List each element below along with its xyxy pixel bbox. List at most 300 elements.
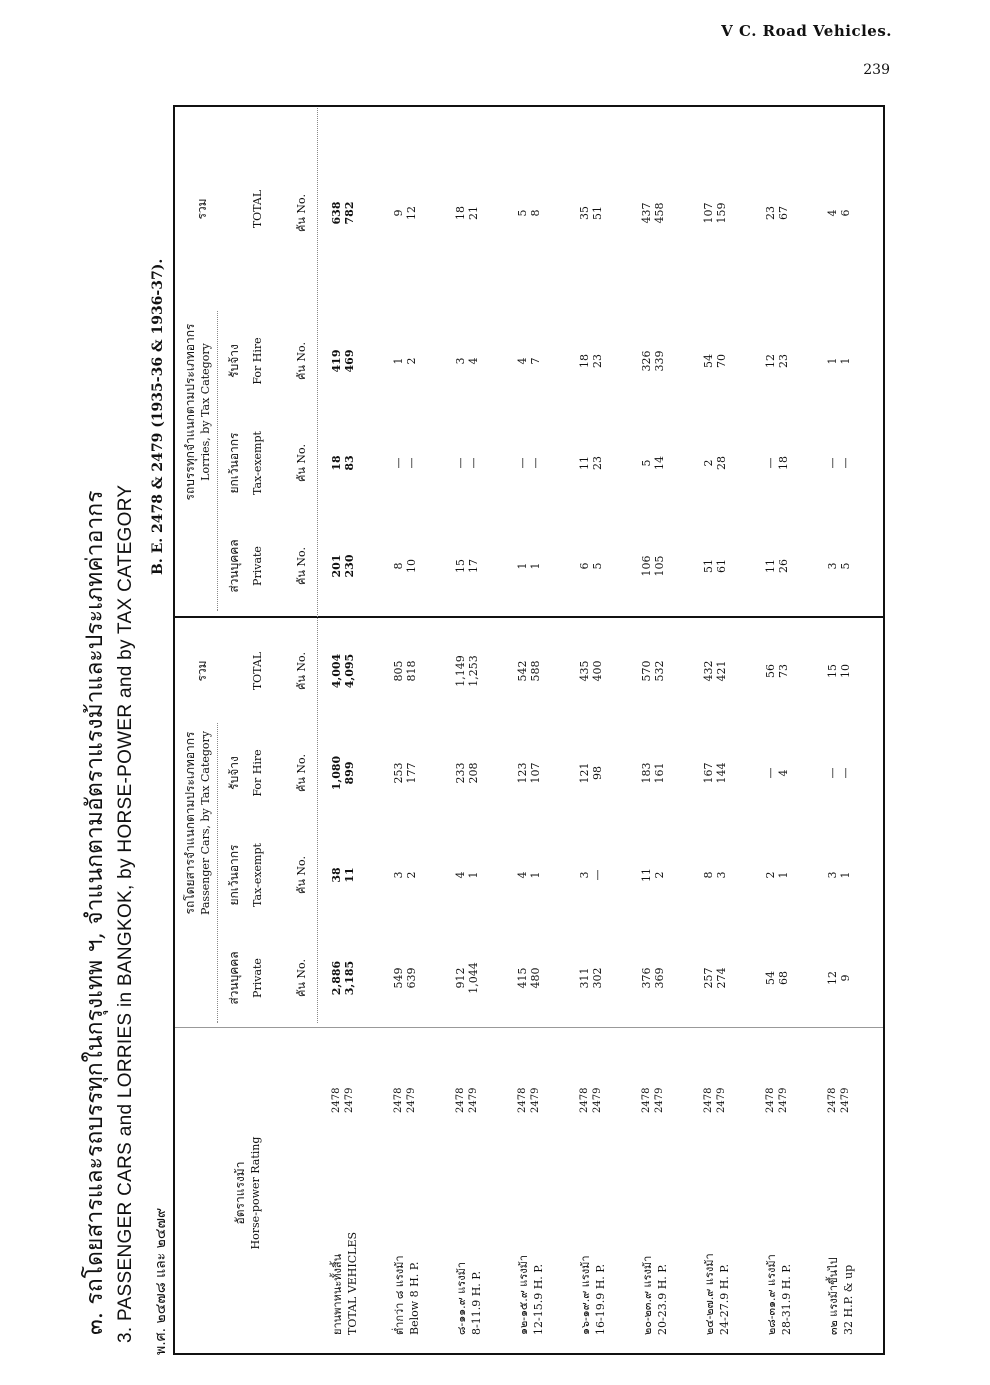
value-2478: 11 [578, 456, 591, 470]
value-2479: 899 [343, 761, 356, 785]
lo-value-cell [454, 536, 480, 596]
row-years [578, 1088, 604, 1113]
value-2478: 5 [640, 459, 653, 467]
value-2478: 167 [702, 762, 715, 784]
pc-value-cell [702, 845, 728, 905]
value-2478: 4 [516, 357, 529, 365]
lo-private-thai: ส่วนบุคคล [227, 539, 241, 593]
lo-hire-header [227, 311, 265, 411]
lo-private-english: Private [251, 546, 264, 586]
lo-value-cell [826, 183, 852, 243]
value-2478: 18 [330, 455, 343, 471]
pc-value-cell [392, 641, 418, 701]
pc-value-cell [826, 948, 852, 1008]
year-label: 2479 [530, 1087, 541, 1113]
value-2479: 4 [467, 357, 480, 365]
lo-hire-english: For Hire [251, 337, 264, 385]
lo-value-cell [330, 331, 356, 391]
pc-value-cell [454, 948, 480, 1008]
lo-value-cell [764, 183, 790, 243]
pc-private-english: Private [251, 958, 264, 998]
value-2478: 11 [640, 868, 653, 882]
lo-value-cell [702, 183, 728, 243]
year-label: 2478 [579, 1087, 590, 1113]
value-2478: — [516, 457, 529, 469]
table-title-thai: ๓. รถโดยสารและรถบรรทุกในกรุงเทพ ฯ, จำแนกตามอัตราแรงม้าและประเภทค่าอากร [82, 490, 108, 1335]
lorry-group-rule [217, 311, 218, 611]
value-2478: 570 [640, 660, 653, 682]
pc-value-cell [702, 743, 728, 803]
row-label-english: Below 8 H. P. [408, 1261, 421, 1335]
value-2479: 23 [591, 354, 604, 368]
value-2479: 68 [777, 971, 790, 985]
value-2479: 67 [777, 206, 790, 220]
value-2478: 912 [454, 967, 467, 989]
value-2479: — [467, 457, 480, 469]
value-2478: 4,004 [330, 653, 343, 689]
year-label: 2478 [703, 1087, 714, 1113]
value-2479: 51 [591, 206, 604, 220]
era-thai: พ.ศ. ๒๔๗๘ และ ๒๔๗๙ [153, 1207, 169, 1355]
value-2479: 400 [591, 660, 604, 682]
pc-private-thai: ส่วนบุคคล [227, 951, 241, 1005]
value-2479: 3 [715, 871, 728, 879]
pc-value-cell [578, 845, 604, 905]
row-label-thai: ๑๒-๑๕.๙ แรงม้า [517, 1254, 530, 1335]
value-2478: 326 [640, 350, 653, 372]
pc-exempt-english: Tax-exempt [251, 843, 264, 907]
value-2479: 18 [777, 456, 790, 470]
lo-value-cell [516, 331, 542, 391]
row-label-thai: ต่ำกว่า ๘ แรงม้า [393, 1255, 406, 1335]
value-2479: — [839, 457, 852, 469]
value-2478: 5 [516, 209, 529, 217]
lo-value-cell [392, 433, 418, 493]
year-label: 2478 [765, 1087, 776, 1113]
value-2478: 4 [826, 209, 839, 217]
value-2479: 144 [715, 762, 728, 784]
value-2478: 183 [640, 762, 653, 784]
value-2478: 15 [454, 559, 467, 573]
pc-value-cell [640, 743, 666, 803]
value-2479: 83 [343, 455, 356, 471]
pc-total-english: TOTAL [251, 651, 264, 691]
passenger-group-rule [217, 723, 218, 1023]
pc-value-cell [578, 743, 604, 803]
pc-total-thai: รวม [195, 660, 209, 682]
row-label-thai: ๓๒ แรงม้าขึ้นไป [827, 1257, 840, 1335]
value-2479: 23 [777, 354, 790, 368]
row-header-english: Horse-power Rating [249, 1136, 262, 1250]
value-2478: 415 [516, 967, 529, 989]
lo-exempt-header [227, 413, 265, 513]
pc-value-cell [330, 948, 356, 1008]
pc-value-cell [454, 743, 480, 803]
value-2479: 1 [777, 871, 790, 879]
pc-value-cell [702, 948, 728, 1008]
pc-value-cell [640, 948, 666, 1008]
value-2478: — [392, 457, 405, 469]
value-2479: 818 [405, 660, 418, 682]
lo-value-cell [826, 433, 852, 493]
lo-value-cell [764, 536, 790, 596]
value-2478: 376 [640, 967, 653, 989]
row-years [826, 1088, 852, 1113]
pc-value-cell [330, 845, 356, 905]
row-label-thai: ๒๔-๒๗.๙ แรงม้า [703, 1253, 716, 1335]
pc-value-cell [392, 743, 418, 803]
lo-value-cell [640, 536, 666, 596]
pc-exempt-unit: คัน No. [295, 856, 308, 894]
lo-value-cell [578, 331, 604, 391]
value-2479: 11 [343, 867, 356, 883]
pc-value-cell [330, 743, 356, 803]
rotated-table-page [55, 100, 890, 1355]
value-2479: 23 [591, 456, 604, 470]
lo-value-cell [454, 331, 480, 391]
pc-hire-thai: รับจ้าง [227, 756, 241, 790]
value-2478: 419 [330, 349, 343, 373]
passenger-group-english: Passenger Cars, by Tax Category [199, 730, 212, 916]
row-years [454, 1088, 480, 1113]
row-label [516, 1255, 546, 1335]
pc-hire-header [227, 723, 265, 823]
year-label: 2479 [592, 1087, 603, 1113]
pc-exempt-thai: ยกเว้นอากร [227, 844, 241, 906]
row-label-thai: ๘-๑๑.๙ แรงม้า [455, 1261, 468, 1335]
lo-value-cell [702, 433, 728, 493]
value-2478: 51 [702, 559, 715, 573]
value-2479: 61 [715, 559, 728, 573]
value-2478: 23 [764, 206, 777, 220]
value-2478: 1,149 [454, 655, 467, 687]
value-2478: 8 [392, 562, 405, 570]
value-2478: 2 [702, 459, 715, 467]
value-2479: 421 [715, 660, 728, 682]
value-2478: 2,886 [330, 960, 343, 996]
pc-private-unit: คัน No. [295, 959, 308, 997]
value-2479: 70 [715, 354, 728, 368]
value-2479: 7 [529, 357, 542, 365]
value-2478: 35 [578, 206, 591, 220]
lo-value-cell [702, 536, 728, 596]
value-2478: 121 [578, 762, 591, 784]
value-2478: 638 [330, 201, 343, 225]
lo-value-cell [516, 183, 542, 243]
value-2478: 3 [392, 871, 405, 879]
pc-value-cell [764, 743, 790, 803]
value-2478: 3 [578, 871, 591, 879]
value-2478: 1,080 [330, 755, 343, 791]
year-label: 2479 [468, 1087, 479, 1113]
value-2479: — [405, 457, 418, 469]
pc-hire-english: For Hire [251, 749, 264, 797]
statistics-table [173, 105, 885, 1355]
lo-value-cell [392, 331, 418, 391]
lo-value-cell [826, 331, 852, 391]
value-2478: 311 [578, 967, 591, 989]
value-2478: 542 [516, 660, 529, 682]
table-title-english: 3. PASSENGER CARS and LORRIES in BANGKOK, by HORSE-POWER and by TAX CATEGORY [115, 484, 136, 1343]
value-2479: 107 [529, 762, 542, 784]
row-years [764, 1088, 790, 1113]
lo-value-cell [826, 536, 852, 596]
row-label [454, 1262, 484, 1335]
value-2479: 17 [467, 559, 480, 573]
lo-value-cell [330, 183, 356, 243]
lo-value-cell [702, 331, 728, 391]
value-2479: 98 [591, 766, 604, 780]
pc-value-cell [826, 845, 852, 905]
pc-total-header [195, 621, 265, 721]
lo-value-cell [640, 331, 666, 391]
value-2478: 1 [392, 357, 405, 365]
lo-value-cell [454, 183, 480, 243]
pc-value-cell [826, 641, 852, 701]
value-2478: 12 [826, 971, 839, 985]
lo-value-cell [764, 331, 790, 391]
lo-total-english: TOTAL [251, 189, 264, 229]
value-2478: 54 [764, 971, 777, 985]
pc-value-cell [516, 641, 542, 701]
lorry-group-thai: รถบรรทุกจำแนกตามประเภทอากร [183, 323, 197, 501]
value-2478: — [764, 457, 777, 469]
lorry-group-english: Lorries, by Tax Category [199, 343, 212, 481]
value-2479: 1 [529, 871, 542, 879]
row-label [392, 1255, 422, 1335]
value-2478: 4 [516, 871, 529, 879]
pc-value-cell [764, 845, 790, 905]
value-2478: 253 [392, 762, 405, 784]
row-label-english: TOTAL VEHICLES [346, 1231, 359, 1335]
value-2479: 2 [653, 871, 666, 879]
value-2479: 1,044 [467, 962, 480, 994]
pc-value-cell [764, 641, 790, 701]
value-2478: 6 [578, 562, 591, 570]
year-label: 2479 [840, 1087, 851, 1113]
value-2478: 201 [330, 554, 343, 578]
year-label: 2479 [344, 1087, 355, 1113]
value-2479: 9 [839, 974, 852, 982]
value-2479: 1,253 [467, 655, 480, 687]
lo-value-cell [578, 536, 604, 596]
value-2478: 549 [392, 967, 405, 989]
value-2479: 369 [653, 967, 666, 989]
lo-value-cell [764, 433, 790, 493]
lo-value-cell [330, 433, 356, 493]
value-2479: 14 [653, 456, 666, 470]
value-2479: 8 [529, 209, 542, 217]
row-label-english: 32 H.P. & up [842, 1264, 855, 1335]
value-2478: 123 [516, 762, 529, 784]
value-2479: 208 [467, 762, 480, 784]
row-label-thai: ยานพาหนะทั้งสิ้น [331, 1253, 344, 1335]
pc-value-cell [826, 743, 852, 803]
value-2479: 1 [467, 871, 480, 879]
value-2478: 435 [578, 660, 591, 682]
era-english: B. E. 2478 & 2479 (1935-36 & 1936-37). [150, 258, 166, 575]
row-years [702, 1088, 728, 1113]
value-2478: 54 [702, 354, 715, 368]
value-2478: 12 [764, 354, 777, 368]
value-2478: 9 [392, 209, 405, 217]
value-2479: 1 [839, 871, 852, 879]
row-label-english: 16-19.9 H. P. [594, 1264, 607, 1335]
value-2479: 159 [715, 202, 728, 224]
row-label-english: 12-15.9 H. P. [532, 1264, 545, 1335]
year-label: 2479 [406, 1087, 417, 1113]
value-2478: 4 [454, 871, 467, 879]
value-2479: 5 [839, 562, 852, 570]
value-2478: 3 [454, 357, 467, 365]
pc-value-cell [454, 641, 480, 701]
lo-private-unit: คัน No. [295, 547, 308, 585]
lo-total-thai: รวม [195, 198, 209, 220]
year-label: 2479 [716, 1087, 727, 1113]
value-2478: 3 [826, 562, 839, 570]
pc-total-unit: คัน No. [295, 652, 308, 690]
lo-private-header [227, 516, 265, 616]
lo-value-cell [578, 433, 604, 493]
value-2478: 432 [702, 660, 715, 682]
value-2478: — [826, 457, 839, 469]
value-2479: 5 [591, 562, 604, 570]
lo-hire-thai: รับจ้าง [227, 344, 241, 378]
row-label-thai: ๑๖-๑๙.๙ แรงม้า [579, 1255, 592, 1335]
value-2479: 274 [715, 967, 728, 989]
value-2478: 107 [702, 202, 715, 224]
value-2479: 532 [653, 660, 666, 682]
pc-exempt-header [227, 825, 265, 925]
row-label-english: 28-31.9 H. P. [780, 1264, 793, 1335]
value-2478: — [764, 767, 777, 779]
row-label [330, 1232, 360, 1335]
row-years [392, 1088, 418, 1113]
value-2479: 230 [343, 554, 356, 578]
row-label-english: 8-11.9 H. P. [470, 1271, 483, 1335]
lo-total-header [195, 109, 265, 309]
pc-private-header [227, 928, 265, 1028]
value-2479: 1 [529, 562, 542, 570]
lo-value-cell [392, 536, 418, 596]
value-2479: 10 [405, 559, 418, 573]
lo-total-unit: คัน No. [295, 194, 308, 232]
value-2479: 4 [777, 769, 790, 777]
row-label-english: 24-27.9 H. P. [718, 1264, 731, 1335]
pc-value-cell [578, 641, 604, 701]
group-divider [175, 616, 883, 618]
pc-value-cell [516, 948, 542, 1008]
value-2479: 21 [467, 206, 480, 220]
value-2478: 106 [640, 555, 653, 577]
value-2478: 18 [578, 354, 591, 368]
value-2479: 339 [653, 350, 666, 372]
lo-value-cell [516, 433, 542, 493]
pc-value-cell [516, 743, 542, 803]
year-label: 2478 [393, 1087, 404, 1113]
year-label: 2478 [517, 1087, 528, 1113]
lo-value-cell [640, 183, 666, 243]
value-2478: 233 [454, 762, 467, 784]
pc-value-cell [764, 948, 790, 1008]
year-label: 2479 [654, 1087, 665, 1113]
value-2479: 105 [653, 555, 666, 577]
row-header-caption [233, 1073, 263, 1313]
value-2479: 782 [343, 201, 356, 225]
value-2478: 11 [764, 559, 777, 573]
value-2479: — [591, 869, 604, 881]
row-label [702, 1253, 732, 1335]
value-2479: — [529, 457, 542, 469]
pc-value-cell [330, 641, 356, 701]
lo-exempt-unit: คัน No. [295, 444, 308, 482]
value-2479: 302 [591, 967, 604, 989]
value-2479: 469 [343, 349, 356, 373]
year-label: 2478 [455, 1087, 466, 1113]
value-2479: 4,095 [343, 653, 356, 689]
value-2478: 3 [826, 871, 839, 879]
value-2479: 639 [405, 967, 418, 989]
pc-hire-unit: คัน No. [295, 754, 308, 792]
pc-value-cell [702, 641, 728, 701]
pc-value-cell [454, 845, 480, 905]
value-2479: 10 [839, 664, 852, 678]
lo-hire-unit: คัน No. [295, 342, 308, 380]
value-2479: 177 [405, 762, 418, 784]
lo-value-cell [392, 183, 418, 243]
value-2479: 458 [653, 202, 666, 224]
lo-value-cell [516, 536, 542, 596]
year-label: 2478 [827, 1087, 838, 1113]
value-2478: 1 [516, 562, 529, 570]
value-2478: 437 [640, 202, 653, 224]
value-2478: 1 [826, 357, 839, 365]
value-2479: 28 [715, 456, 728, 470]
value-2478: 2 [764, 871, 777, 879]
passenger-group-thai: รถโดยสารจำแนกตามประเภทอากร [183, 731, 197, 915]
pc-value-cell [640, 641, 666, 701]
pc-value-cell [640, 845, 666, 905]
value-2478: — [826, 767, 839, 779]
value-2479: 26 [777, 559, 790, 573]
value-2478: 805 [392, 660, 405, 682]
header-bottom-rule [317, 108, 318, 1023]
value-2479: 12 [405, 206, 418, 220]
value-2479: 6 [839, 209, 852, 217]
value-2479: — [839, 767, 852, 779]
value-2479: 2 [405, 871, 418, 879]
value-2479: 3,185 [343, 960, 356, 996]
lo-value-cell [640, 433, 666, 493]
pc-value-cell [578, 948, 604, 1008]
row-years [640, 1088, 666, 1113]
pc-value-cell [392, 948, 418, 1008]
value-2478: 257 [702, 967, 715, 989]
pc-value-cell [516, 845, 542, 905]
row-label-thai: ๒๐-๒๓.๙ แรงม้า [641, 1255, 654, 1335]
year-label: 2478 [641, 1087, 652, 1113]
year-label: 2478 [331, 1087, 342, 1113]
value-2478: 18 [454, 206, 467, 220]
lo-value-cell [454, 433, 480, 493]
value-2479: 588 [529, 660, 542, 682]
row-label [764, 1254, 794, 1335]
value-2478: — [454, 457, 467, 469]
row-years [516, 1088, 542, 1113]
row-label-english: 20-23.9 H. P. [656, 1264, 669, 1335]
value-2479: 73 [777, 664, 790, 678]
year-label: 2479 [778, 1087, 789, 1113]
